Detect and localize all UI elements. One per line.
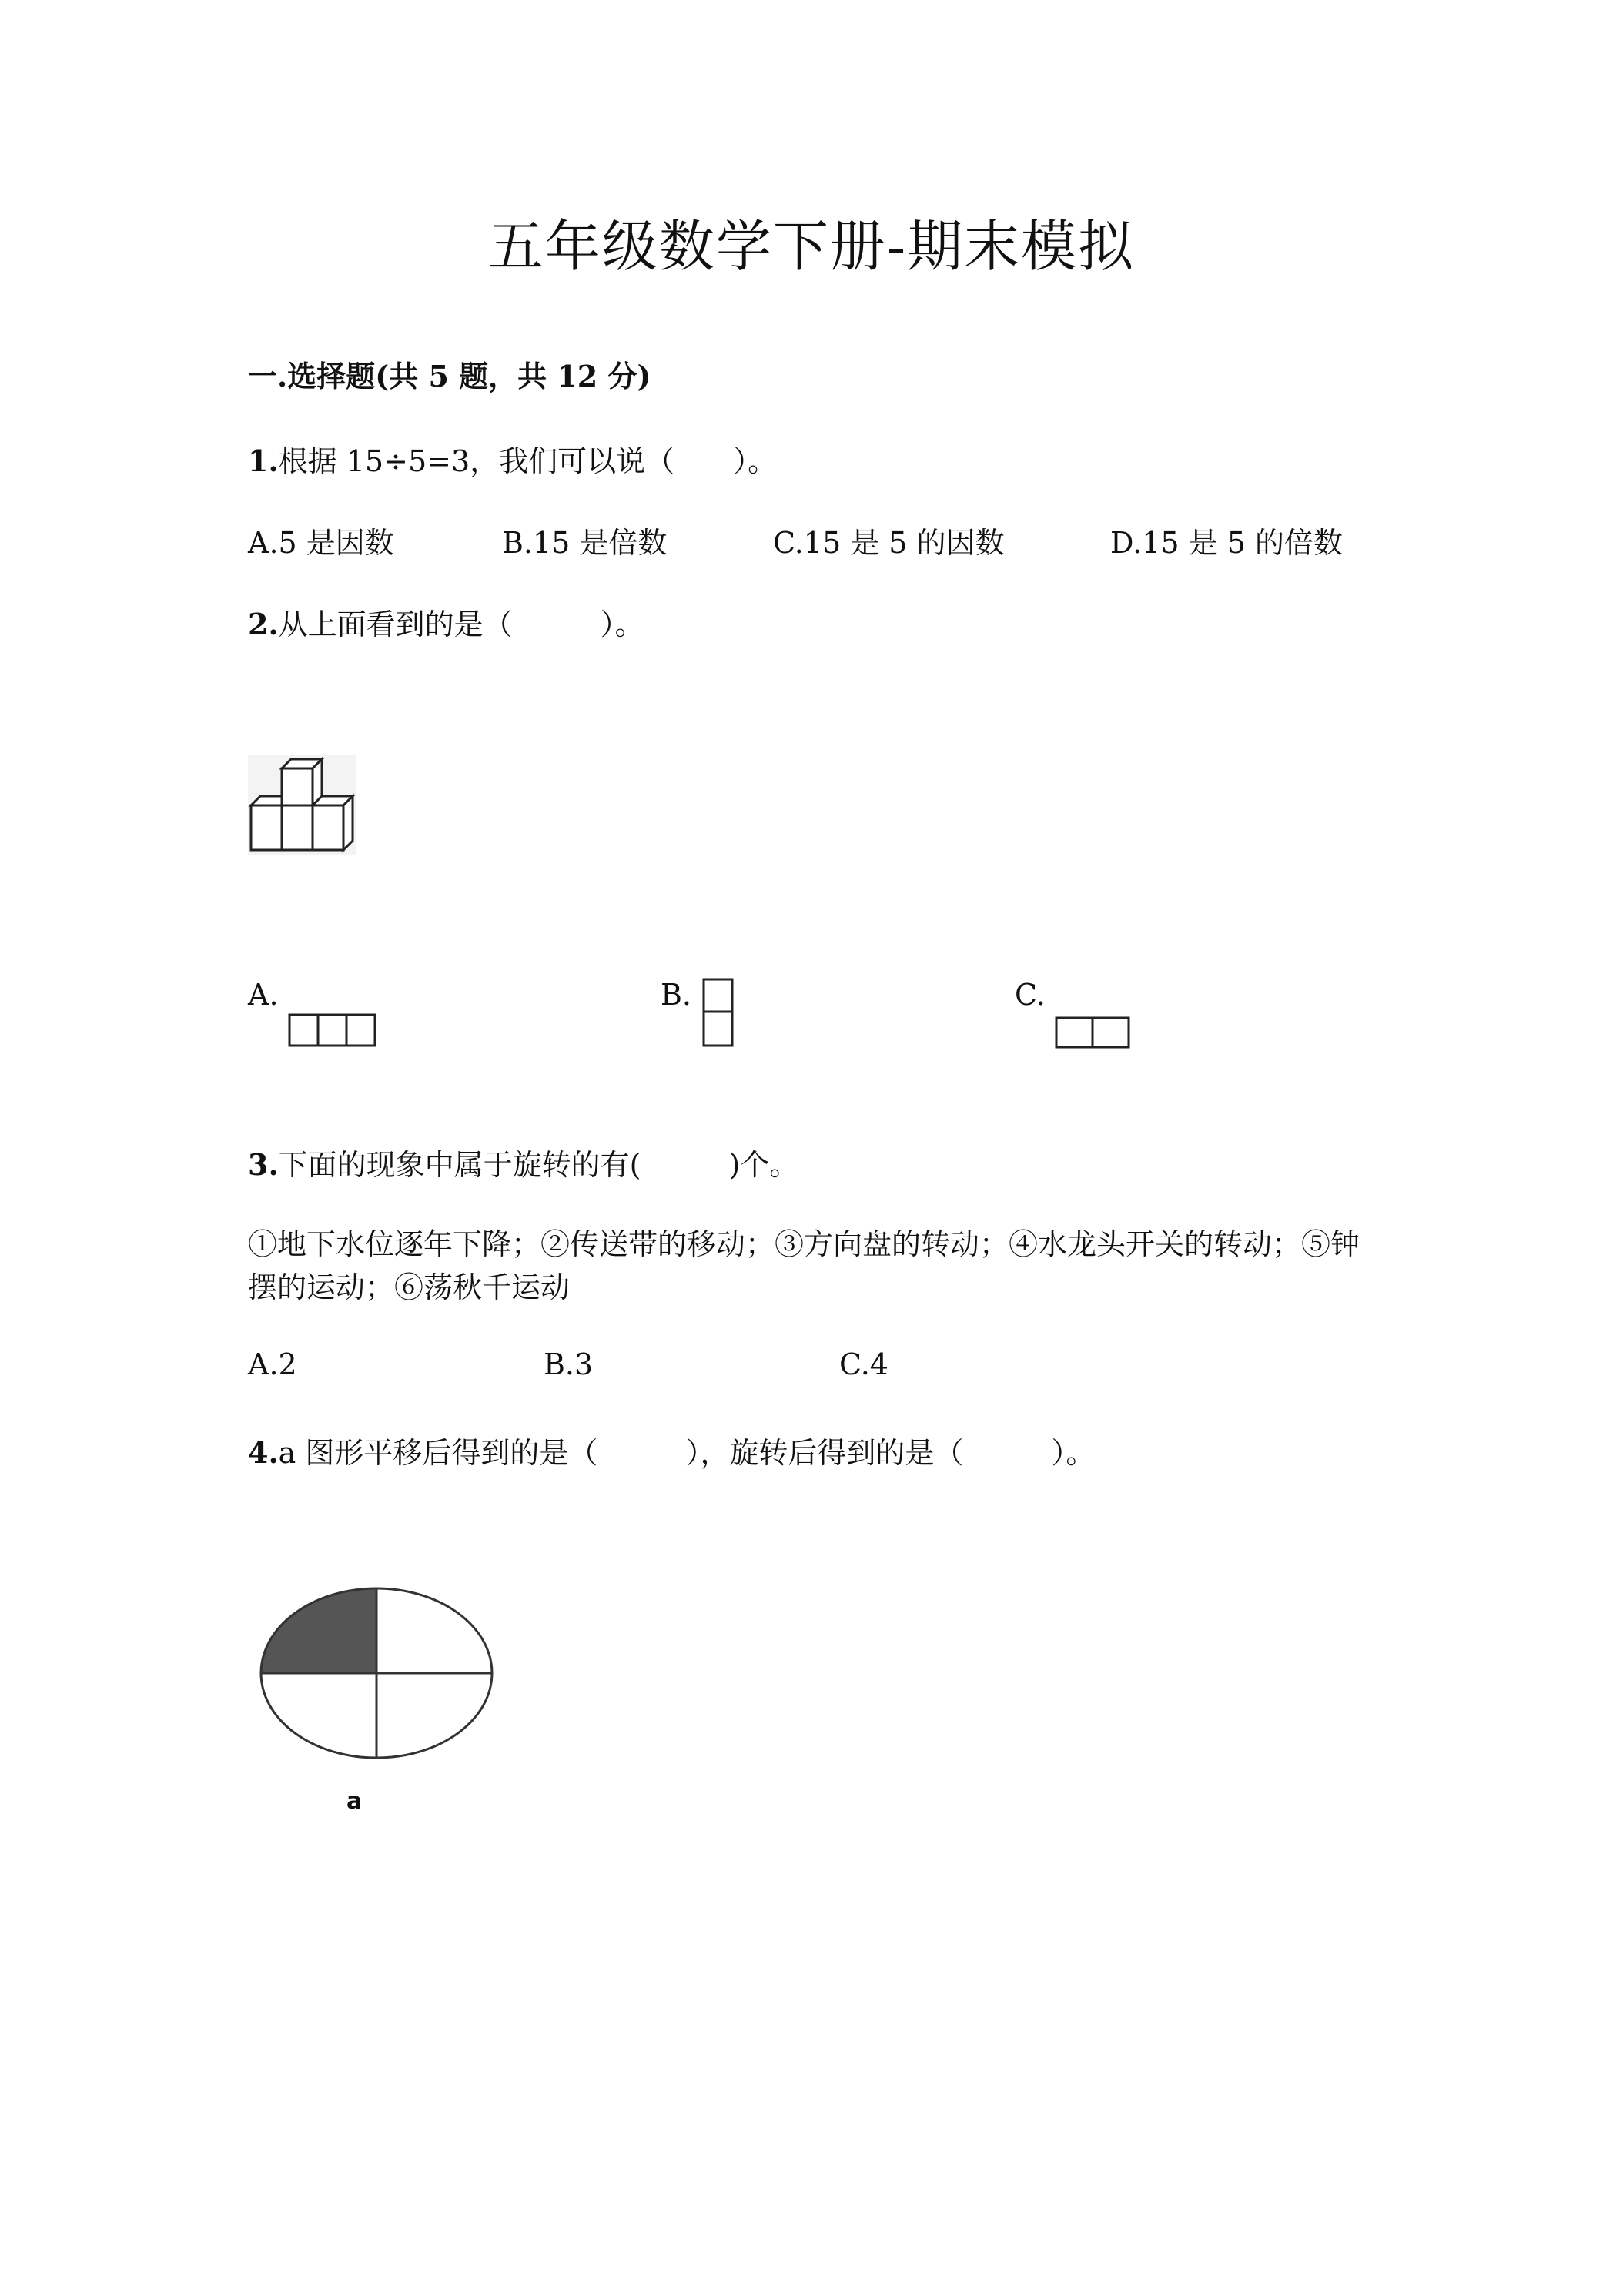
left-cube-front-face <box>251 805 282 850</box>
question-4-number: 4. <box>248 1435 279 1470</box>
question-3-text: 下面的现象中属于旋转的有( )个。 <box>278 1148 799 1182</box>
section-heading: 一.选择题(共 5 题，共 12 分) <box>248 359 651 393</box>
cube-stack-figure <box>248 755 356 855</box>
figure-a-label: a <box>346 1788 363 1815</box>
right-cube-front-face <box>313 805 343 850</box>
question-2-text: 从上面看到的是（ ）。 <box>278 607 644 641</box>
question-1-option-b[interactable]: B.15 是倍数 <box>502 526 668 560</box>
question-2-option-a-figure[interactable] <box>288 1013 377 1047</box>
question-2-option-b-figure[interactable] <box>702 978 735 1049</box>
question-2 <box>248 601 644 643</box>
option-b-square-2 <box>704 1012 732 1046</box>
question-4-text: a 图形平移后得到的是（ ），旋转后得到的是（ ）。 <box>278 1436 1096 1470</box>
option-b-square-1 <box>704 979 732 1012</box>
question-1 <box>248 437 777 480</box>
question-3-option-b[interactable]: B.3 <box>544 1347 594 1381</box>
question-2-option-b-label[interactable]: B. <box>661 978 692 1012</box>
question-1-option-d[interactable]: D.15 是 5 的倍数 <box>1110 526 1343 560</box>
question-3 <box>248 1141 798 1183</box>
option-a-square-2 <box>318 1015 346 1046</box>
question-3-option-a[interactable]: A.2 <box>248 1347 297 1381</box>
question-2-option-a-label[interactable]: A. <box>248 978 279 1012</box>
question-1-number: 1. <box>248 443 279 478</box>
ellipse-figure-a <box>257 1585 496 1762</box>
question-2-number: 2. <box>248 607 279 641</box>
question-2-option-c-figure[interactable] <box>1055 1016 1132 1050</box>
right-cube-side-face <box>343 796 353 850</box>
page-title: 五年级数学下册-期末模拟 <box>487 214 1136 279</box>
top-cube-front-face <box>282 768 313 805</box>
question-3-option-c[interactable]: C.4 <box>839 1347 888 1381</box>
option-a-square-1 <box>289 1015 318 1046</box>
question-1-text: 根据 15÷5=3，我们可以说（ ）。 <box>278 444 778 478</box>
question-1-option-c[interactable]: C.15 是 5 的因数 <box>773 526 1005 560</box>
middle-cube-front-face <box>282 805 313 850</box>
question-4 <box>248 1429 1095 1471</box>
question-3-number: 3. <box>248 1147 279 1182</box>
question-1-option-a[interactable]: A.5 是因数 <box>248 526 394 560</box>
option-c-square-1 <box>1056 1018 1093 1047</box>
option-a-square-3 <box>346 1015 375 1046</box>
option-c-square-2 <box>1093 1018 1129 1047</box>
question-3-detail: ①地下水位逐年下降；②传送带的移动；③方向盘的转动；④水龙头开关的转动；⑤钟摆的运动；⑥荡秋千运动 <box>248 1227 1360 1304</box>
question-2-option-c-label[interactable]: C. <box>1015 978 1046 1012</box>
shaded-quarter <box>261 1588 376 1673</box>
